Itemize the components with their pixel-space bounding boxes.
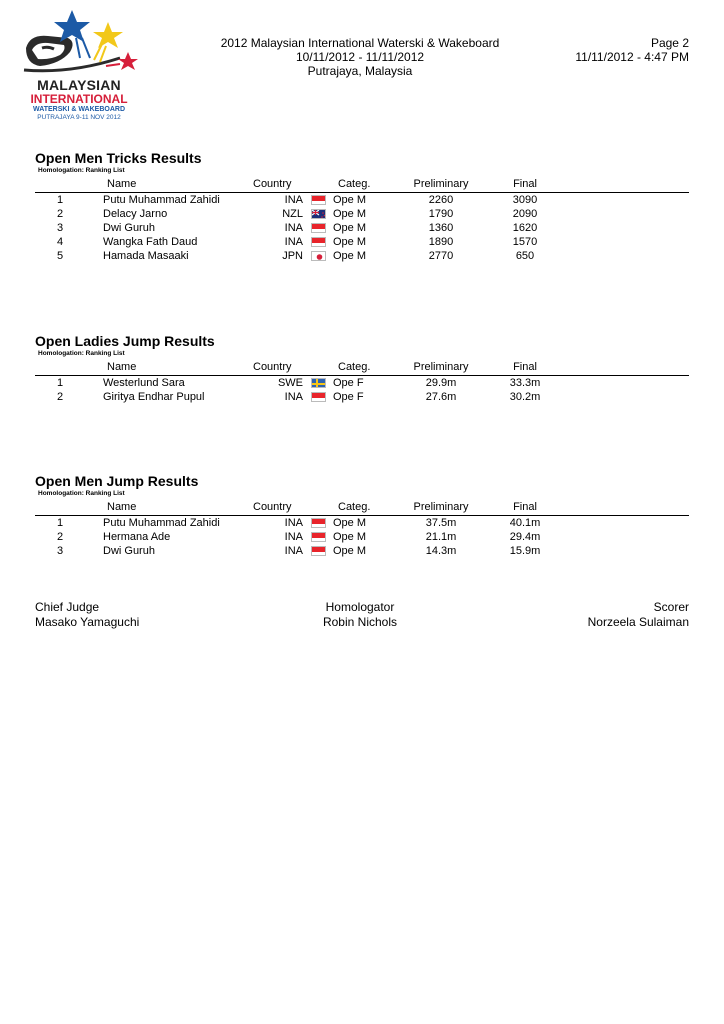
country-cell: INA — [284, 545, 303, 557]
name-cell: Westerlund Sara — [103, 377, 185, 389]
final-cell: 29.4m — [509, 531, 541, 543]
table-row — [35, 376, 689, 390]
page-number: Page 2 — [650, 36, 689, 50]
section-title: Open Men Jump Results — [35, 473, 199, 489]
rank-cell: 1 — [56, 194, 64, 206]
section-open-men-tricks — [35, 150, 689, 263]
rank-cell: 2 — [56, 531, 64, 543]
col-country-header: Country — [253, 361, 292, 373]
categ-cell: Ope M — [333, 545, 367, 557]
col-final-header: Final — [513, 501, 537, 513]
categ-cell: Ope M — [333, 208, 367, 220]
col-country-header: Country — [253, 501, 292, 513]
preliminary-cell: 1890 — [428, 236, 454, 248]
table-header — [35, 178, 689, 193]
col-preliminary-header: Preliminary — [413, 361, 469, 373]
col-country-header: Country — [253, 178, 292, 190]
categ-cell: Ope F — [333, 391, 364, 403]
chief-judge-label: Chief Judge — [35, 600, 100, 614]
section-subtitle: Homologation: Ranking List — [38, 167, 125, 174]
col-final-header: Final — [513, 361, 537, 373]
final-cell: 15.9m — [509, 545, 541, 557]
rank-cell: 3 — [56, 545, 64, 557]
rank-cell: 1 — [56, 377, 64, 389]
preliminary-cell: 1360 — [428, 222, 454, 234]
chief-judge-block — [35, 600, 139, 630]
logo-line-2: INTERNATIONAL — [30, 92, 128, 106]
jpn-flag-icon — [311, 251, 326, 261]
final-cell: 30.2m — [509, 391, 541, 403]
event-header — [190, 36, 530, 78]
preliminary-cell: 29.9m — [425, 377, 457, 389]
section-open-men-jump — [35, 473, 689, 558]
categ-cell: Ope M — [333, 236, 367, 248]
col-categ-header: Categ. — [338, 501, 371, 513]
homologator-label: Homologator — [325, 600, 395, 614]
ina-flag-icon — [311, 392, 326, 402]
country-cell: INA — [284, 391, 303, 403]
logo-graphic — [20, 8, 144, 78]
col-categ-header: Categ. — [338, 178, 371, 190]
country-cell: JPN — [282, 250, 303, 262]
ina-flag-icon — [311, 518, 326, 528]
table-row — [35, 544, 689, 558]
preliminary-cell: 27.6m — [425, 391, 457, 403]
ina-flag-icon — [311, 237, 326, 247]
col-categ-header: Categ. — [338, 361, 371, 373]
col-name-header: Name — [107, 178, 137, 190]
name-cell: Wangka Fath Daud — [103, 236, 198, 248]
country-cell: INA — [284, 222, 303, 234]
categ-cell: Ope M — [333, 531, 367, 543]
table-header — [35, 501, 689, 516]
print-timestamp: 11/11/2012 - 4:47 PM — [575, 50, 689, 64]
page-info — [575, 36, 689, 64]
table-row — [35, 516, 689, 530]
final-cell: 2090 — [512, 208, 538, 220]
col-preliminary-header: Preliminary — [413, 178, 469, 190]
categ-cell: Ope F — [333, 377, 364, 389]
final-cell: 1570 — [512, 236, 538, 248]
swe-flag-icon — [311, 378, 326, 388]
country-cell: NZL — [282, 208, 303, 220]
name-cell: Putu Muhammad Zahidi — [103, 194, 220, 206]
ina-flag-icon — [311, 532, 326, 542]
table-row — [35, 207, 689, 221]
preliminary-cell: 1790 — [428, 208, 454, 220]
scorer-label: Scorer — [653, 600, 689, 614]
ina-flag-icon — [311, 223, 326, 233]
table-header — [35, 361, 689, 376]
table-row — [35, 390, 689, 404]
rank-cell: 2 — [56, 391, 64, 403]
table-row — [35, 249, 689, 263]
preliminary-cell: 2260 — [428, 194, 454, 206]
categ-cell: Ope M — [333, 222, 367, 234]
section-open-ladies-jump — [35, 333, 689, 404]
logo-line-4: PUTRAJAYA 9-11 NOV 2012 — [37, 114, 121, 121]
event-location: Putrajaya, Malaysia — [307, 64, 413, 78]
categ-cell: Ope M — [333, 250, 367, 262]
rank-cell: 3 — [56, 222, 64, 234]
col-name-header: Name — [107, 361, 137, 373]
rank-cell: 4 — [56, 236, 64, 248]
final-cell: 33.3m — [509, 377, 541, 389]
section-subtitle: Homologation: Ranking List — [38, 350, 125, 357]
name-cell: Delacy Jarno — [103, 208, 168, 220]
homologator-name: Robin Nichols — [322, 615, 398, 629]
col-final-header: Final — [513, 178, 537, 190]
country-cell: INA — [284, 531, 303, 543]
name-cell: Putu Muhammad Zahidi — [103, 517, 220, 529]
preliminary-cell: 21.1m — [425, 531, 457, 543]
section-title: Open Men Tricks Results — [35, 150, 202, 166]
section-title: Open Ladies Jump Results — [35, 333, 215, 349]
name-cell: Hamada Masaaki — [103, 250, 189, 262]
event-logo — [20, 8, 144, 126]
homologator-block — [290, 600, 430, 630]
col-name-header: Name — [107, 501, 137, 513]
logo-line-3: WATERSKI & WAKEBOARD — [32, 106, 126, 113]
scorer-name: Norzeela Sulaiman — [587, 615, 689, 629]
preliminary-cell: 2770 — [428, 250, 454, 262]
name-cell: Hermana Ade — [103, 531, 171, 543]
table-row — [35, 221, 689, 235]
final-cell: 1620 — [512, 222, 538, 234]
section-subtitle: Homologation: Ranking List — [38, 490, 125, 497]
country-cell: SWE — [277, 377, 303, 389]
final-cell: 650 — [515, 250, 535, 262]
event-title: 2012 Malaysian International Waterski & Wakeboard — [220, 36, 500, 50]
categ-cell: Ope M — [333, 517, 367, 529]
preliminary-cell: 14.3m — [425, 545, 457, 557]
name-cell: Dwi Guruh — [103, 545, 155, 557]
rank-cell: 5 — [56, 250, 64, 262]
rank-cell: 1 — [56, 517, 64, 529]
name-cell: Giritya Endhar Pupul — [103, 391, 205, 403]
ina-flag-icon — [311, 546, 326, 556]
table-row — [35, 235, 689, 249]
final-cell: 40.1m — [509, 517, 541, 529]
country-cell: INA — [284, 517, 303, 529]
ina-flag-icon — [311, 195, 326, 205]
logo-line-1: MALAYSIAN — [37, 77, 121, 93]
categ-cell: Ope M — [333, 194, 367, 206]
nzl-flag-icon — [311, 209, 326, 219]
table-row — [35, 530, 689, 544]
chief-judge-name: Masako Yamaguchi — [35, 615, 140, 629]
name-cell: Dwi Guruh — [103, 222, 155, 234]
scorer-block — [588, 600, 689, 630]
rank-cell: 2 — [56, 208, 64, 220]
col-preliminary-header: Preliminary — [413, 501, 469, 513]
preliminary-cell: 37.5m — [425, 517, 457, 529]
final-cell: 3090 — [512, 194, 538, 206]
event-dates: 10/11/2012 - 11/11/2012 — [295, 50, 425, 64]
country-cell: INA — [284, 194, 303, 206]
country-cell: INA — [284, 236, 303, 248]
table-row — [35, 193, 689, 207]
